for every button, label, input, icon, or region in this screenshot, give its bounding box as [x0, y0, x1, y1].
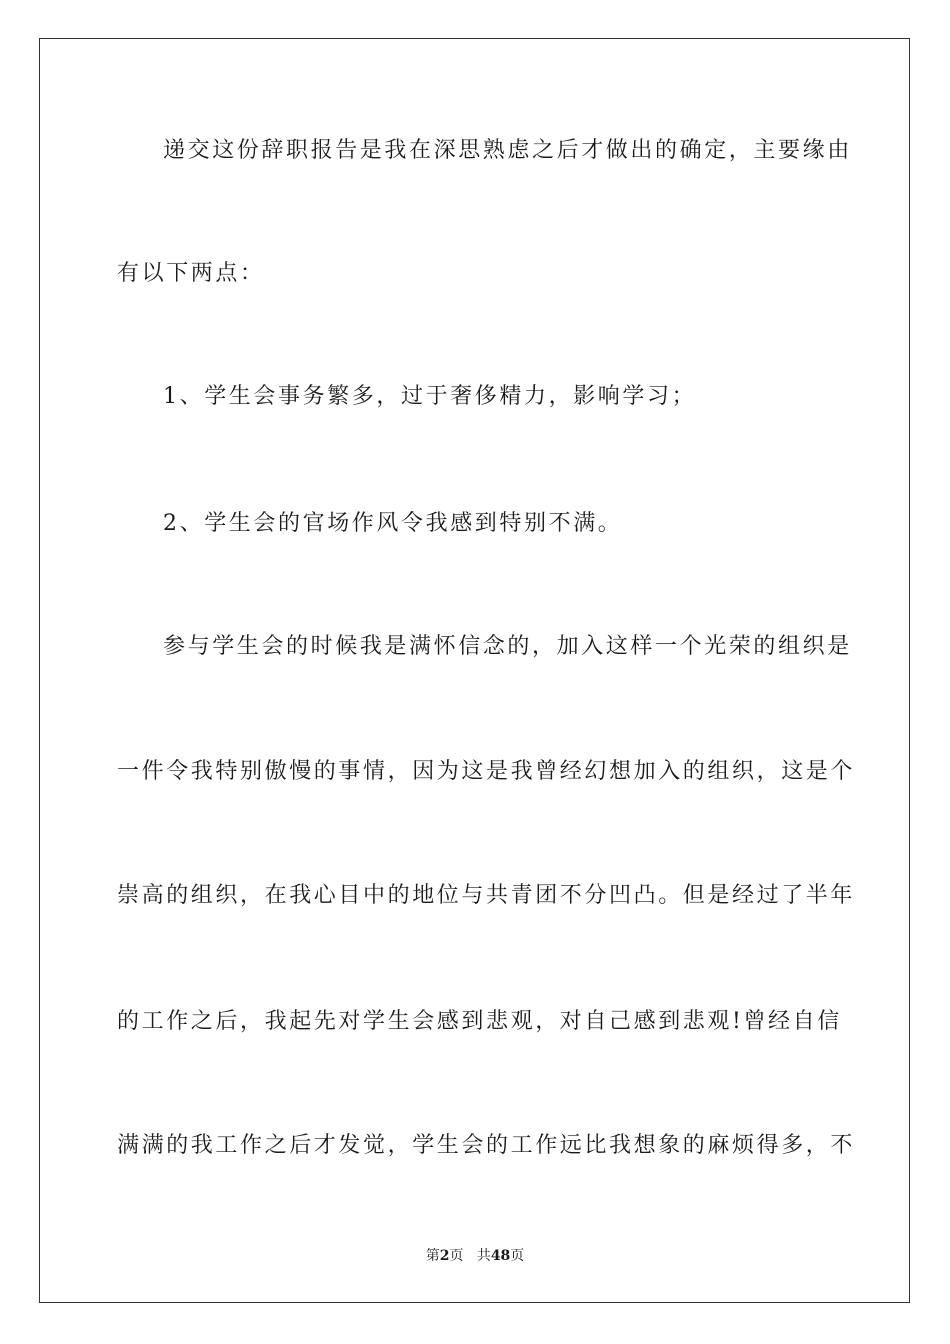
text-line: 递交这份辞职报告是我在深思熟虑之后才做出的确定，主要缘由 [163, 138, 852, 163]
text-line: 2、学生会的官场作风令我感到特别不满。 [163, 511, 623, 536]
text-line: 参与学生会的时候我是满怀信念的，加入这样一个光荣的组织是 [163, 634, 852, 659]
text-line: 一件令我特别傲慢的事情，因为这是我曾经幻想加入的组织，这是个 [117, 759, 856, 784]
page-prefix: 第 [425, 1248, 440, 1264]
text-line: 有以下两点： [117, 261, 265, 286]
total-prefix: 共 [476, 1248, 491, 1264]
text-line: 崇高的组织，在我心目中的地位与共青团不分凹凸。但是经过了半年 [117, 883, 856, 908]
page-footer [0, 1246, 950, 1266]
text-line: 1、学生会事务繁多，过于奢侈精力，影响学习； [163, 384, 697, 409]
total-suffix: 页 [510, 1248, 525, 1264]
total-pages: 48 [490, 1248, 511, 1264]
page-border [39, 38, 910, 1303]
page-suffix: 页 [449, 1248, 464, 1264]
text-line: 满满的我工作之后才发觉，学生会的工作远比我想象的麻烦得多，不 [117, 1133, 856, 1158]
page-number: 2 [439, 1248, 450, 1264]
text-line: 的工作之后，我起先对学生会感到悲观，对自己感到悲观!曾经自信 [117, 1009, 842, 1034]
